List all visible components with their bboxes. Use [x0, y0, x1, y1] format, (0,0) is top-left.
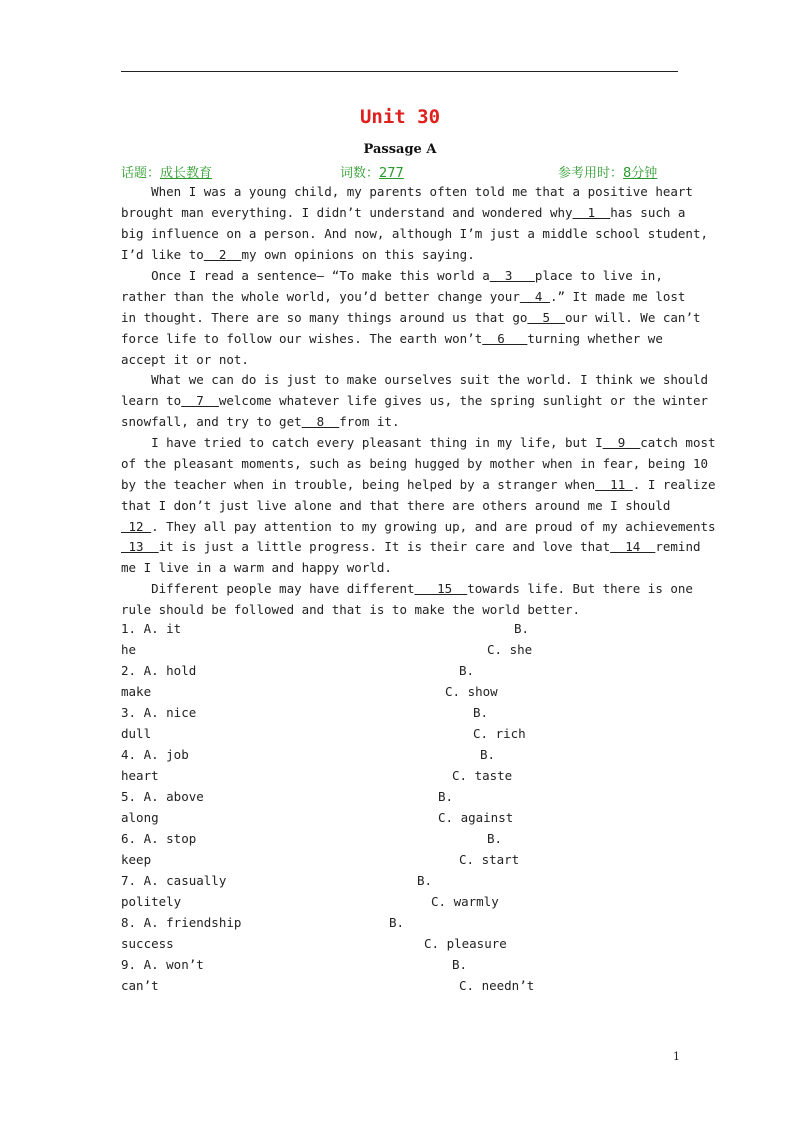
text-line: brought man everything. I didn’t understand and wondered why 1 has such a — [121, 204, 686, 220]
blank-12: 12 — [121, 518, 152, 534]
question-8-option-a: 8. A. friendship — [121, 915, 242, 930]
question-6-option-c: C. start — [459, 852, 520, 867]
blank-11: 11 — [595, 476, 633, 492]
paragraph-4 — [121, 433, 716, 579]
topic-value: 成长教育 — [160, 166, 213, 181]
blank-15: 15 — [414, 581, 468, 596]
question-4-option-b-label: B. — [480, 747, 496, 762]
blank-13: 13 — [121, 539, 159, 555]
question-1-option-c: C. she — [487, 642, 533, 657]
blank-2: 2 — [203, 246, 242, 262]
question-2-option-a: 2. A. hold — [121, 663, 197, 678]
text-line: force life to follow our wishes. The earth won’t 6 turning whether we — [121, 330, 663, 346]
text-line: of the pleasant moments, such as being hugged by mother when in fear, being 10 — [121, 455, 708, 471]
question-3-option-b: dull — [121, 726, 152, 741]
blank-5: 5 — [527, 309, 566, 325]
question-6-option-a: 6. A. stop — [121, 831, 197, 846]
time-value: 8分钟 — [623, 166, 658, 181]
blank-14: 14 — [610, 539, 656, 555]
text-line: Different people may have different 15 towards life. But there is one — [121, 581, 693, 596]
words-value: 277 — [379, 166, 404, 181]
question-4-option-b: heart — [121, 768, 159, 783]
question-5-option-b: along — [121, 810, 159, 825]
question-1-option-b-label: B. — [514, 621, 530, 636]
blank-4: 4 — [519, 288, 550, 304]
text-line: me I live in a warm and happy world. — [121, 560, 392, 576]
text-line: Once I read a sentence— “To make this world a 3 place to live in, — [121, 268, 663, 283]
text-line: What we can do is just to make ourselves suit the world. I think we should — [121, 372, 708, 387]
question-1-option-a: 1. A. it — [121, 621, 182, 636]
paragraph-1 — [121, 182, 708, 266]
text-line: 12 . They all pay attention to my growing up, and are proud of my achievements — [121, 518, 716, 534]
text-line: accept it or not. — [121, 351, 249, 367]
question-2-option-b-label: B. — [459, 663, 475, 678]
question-4-option-a: 4. A. job — [121, 747, 189, 762]
paragraph-3 — [121, 370, 709, 433]
text-line: When I was a young child, my parents often told me that a positive heart — [121, 184, 693, 199]
question-8-option-b: success — [121, 936, 174, 951]
word-count-meta — [340, 162, 404, 181]
question-5-option-b-label: B. — [438, 789, 454, 804]
text-line: in thought. There are so many things around us that go 5 our will. We can’t — [121, 309, 701, 325]
question-3-option-b-label: B. — [473, 705, 489, 720]
blank-6: 6 — [482, 330, 528, 346]
blank-8: 8 — [301, 413, 340, 429]
question-6-option-b: keep — [121, 852, 152, 867]
question-2-option-c: C. show — [445, 684, 498, 699]
text-line: big influence on a person. And now, although I’m just a middle school student, — [121, 225, 708, 241]
page-title: Unit 30 — [359, 106, 441, 128]
question-7-option-a: 7. A. casually — [121, 873, 227, 888]
question-1-option-b: he — [121, 642, 137, 657]
question-7-option-b: politely — [121, 894, 182, 909]
question-7-option-b-label: B. — [417, 873, 433, 888]
question-5-option-c: C. against — [438, 810, 514, 825]
page-number: 1 — [673, 1050, 680, 1063]
question-3-option-a: 3. A. nice — [121, 705, 197, 720]
time-label: 参考用时： — [558, 166, 624, 181]
question-3-option-c: C. rich — [473, 726, 526, 741]
question-8-option-b-label: B. — [389, 915, 405, 930]
blank-9: 9 — [602, 435, 641, 450]
blank-7: 7 — [181, 392, 219, 408]
text-line: learn to 7 welcome whatever life gives us, the spring sunlight or the winter — [121, 392, 709, 408]
question-6-option-b-label: B. — [487, 831, 503, 846]
text-line: rule should be followed and that is to make the world better. — [121, 601, 581, 617]
topic-meta — [121, 162, 212, 181]
blank-3: 3 — [489, 268, 535, 283]
question-2-option-b: make — [121, 684, 152, 699]
words-label: 词数： — [340, 166, 380, 181]
text-line: snowfall, and try to get 8 from it. — [121, 413, 400, 429]
passage-label: Passage A — [363, 142, 437, 157]
question-9-option-a: 9. A. won’t — [121, 957, 204, 972]
text-line: I’d like to 2 my own opinions on this saying. — [121, 246, 475, 262]
question-7-option-c: C. warmly — [431, 894, 499, 909]
question-9-option-b-label: B. — [452, 957, 468, 972]
text-line: I have tried to catch every pleasant thing in my life, but I 9 catch most — [121, 435, 716, 450]
question-9-option-c: C. needn’t — [459, 978, 535, 993]
paragraph-5 — [121, 579, 693, 621]
text-line: that I don’t just live alone and that there are others around me I should — [121, 497, 671, 513]
paragraph-2 — [121, 266, 701, 370]
text-line: by the teacher when in trouble, being helped by a stranger when 11 . I realize — [121, 476, 716, 492]
question-5-option-a: 5. A. above — [121, 789, 204, 804]
text-line: 13 it is just a little progress. It is their care and love that 14 remind — [121, 539, 701, 555]
blank-1: 1 — [572, 204, 611, 220]
question-4-option-c: C. taste — [452, 768, 513, 783]
question-8-option-c: C. pleasure — [424, 936, 507, 951]
text-line: rather than the whole world, you’d better change your 4 .” It made me lost — [121, 288, 686, 304]
header-rule — [121, 71, 678, 72]
question-9-option-b: can’t — [121, 978, 159, 993]
topic-label: 话题： — [121, 166, 161, 181]
time-meta — [558, 162, 657, 181]
